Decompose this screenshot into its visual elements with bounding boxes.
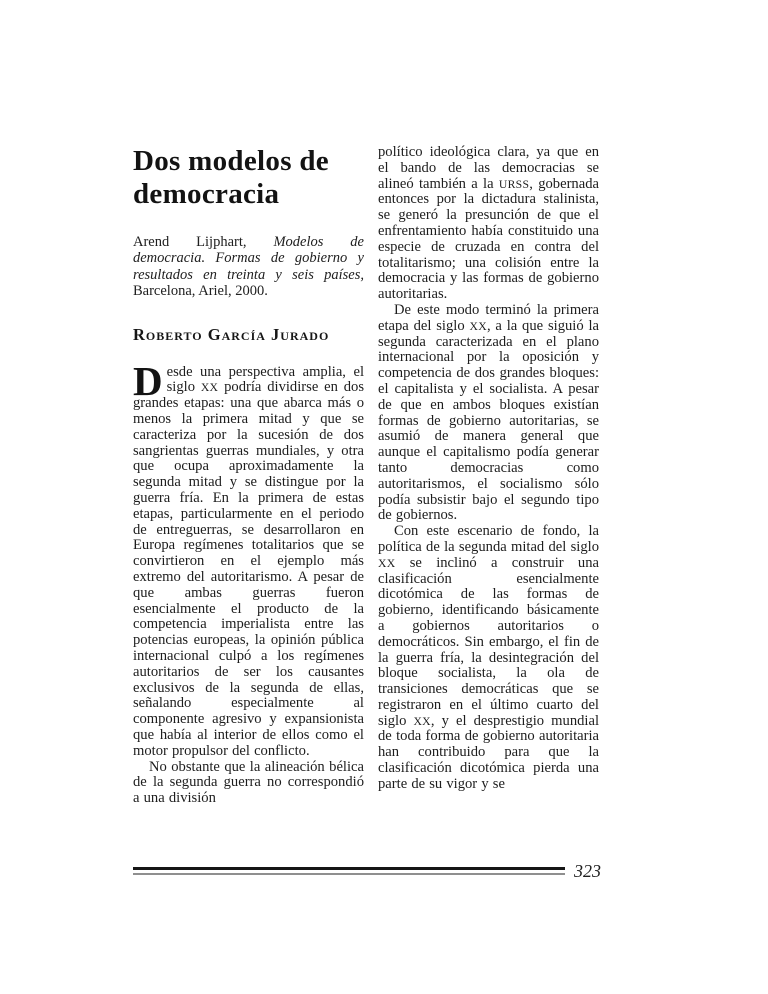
paragraph: Desde una perspectiva amplia, el siglo XX podría dividirse en dos grandes etapas: una que abarca más o menos la primera mitad y que se caracteriza por la sucesión de dos sangrientas guerras mundiales, y otra que ocupa aproximadamente la segunda mitad y se distingue por la guerra fría. En la primera de estas etapas, particularmente en el periodo de entreguerras, se desarrollaron en Europa regímenes totalitarios que se convirtieron en el ejemplo más extremo del autoritarismo. A pesar de que ambas guerras fueron esencialmente el producto de la competencia imperialista entre las potencias europeas, la opinión pública internacional culpó a los regímenes autoritarios de ser los causantes exclusivos de la segunda de ellas, señalando especialmente al componente agresivo y expansionista que había al interior de ellos como el motor propulsor del conflicto.: [133, 357, 365, 759]
paragraph: Con este escenario de fondo, la política de la segunda mitad del siglo XX se inclinó a construir una clasificación esencialmente dicotómica de las formas de gobierno, identificando básicamente a gobiernos autoritarios o democráticos. Sin embargo, el fin de la guerra fría, la desintegración del bloque socialista, la ola de transiciones democráticas que se registraron en el último cuarto del siglo XX, y el desprestigio mundial de toda forma de gobierno autoritaria han contribuido para que la clasificación dicotómica pierda una parte de su vigor y se: [378, 523, 599, 792]
right-column-body: [378, 145, 599, 793]
page-footer: [133, 860, 603, 882]
paragraph: De este modo terminó la primera etapa del siglo XX, a la que siguió la segunda caracterizada en el plano internacional por la oposición y competencia de dos grandes bloques: el capitalista y el socialista. A pesar de que en ambos bloques existían formas de gobierno autoritarias, se asumió de manera general que aunque el capitalismo podía generar tanto democracias como autoritarismos, el socialismo sólo podía subsistir bajo el segundo tipo de gobiernos.: [378, 301, 599, 524]
citation-author: Arend Lijphart,: [133, 234, 274, 250]
paragraph: político ideológica clara, ya que en el bando de las democracias se alineó también a la URSS, gobernada entonces por la dictadura stalinista, se generó la presunción de que el enfrentamiento había constituido una especie de cruzada en contra del totalitarismo; una colisión entre la democracia y las formas de gobierno autoritarias.: [378, 144, 599, 303]
right-column: [378, 145, 599, 807]
page-number: 323: [574, 861, 601, 881]
paragraph: No obstante que la alineación bélica de la segunda guerra no correspondió a una división: [133, 758, 364, 807]
left-column: [133, 145, 364, 807]
citation-book-title: Modelos de democracia. Formas de gobierno y resultados en treinta y seis países,: [133, 234, 364, 283]
text-block: [133, 145, 599, 807]
citation-publication: Barcelona, Ariel, 2000.: [133, 283, 268, 300]
book-citation: [133, 234, 364, 300]
left-column-body: [133, 357, 365, 807]
footer-double-rule: [133, 867, 565, 875]
article-title: Dos modelos de democracia: [133, 145, 329, 210]
reviewer-name: Roberto García Jurado: [133, 324, 330, 344]
